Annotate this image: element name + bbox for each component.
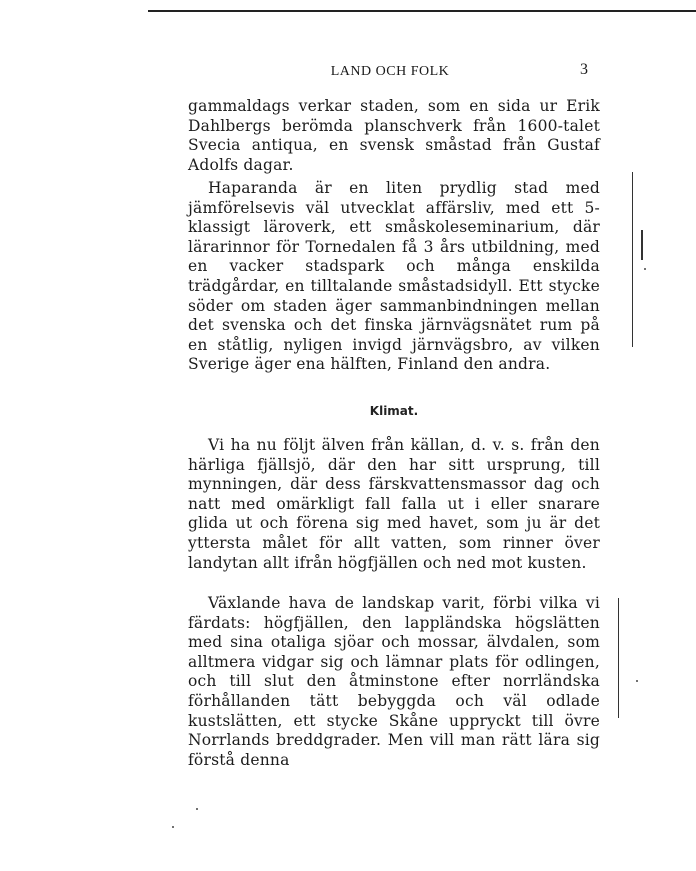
- page-number: 3: [580, 61, 588, 78]
- running-head: [0, 61, 696, 84]
- paper-speck: [172, 826, 174, 828]
- margin-pencil-mark: [632, 172, 633, 347]
- margin-pencil-mark: [618, 598, 619, 718]
- top-rule: [148, 10, 696, 12]
- margin-pencil-mark: [641, 230, 643, 260]
- section-heading: Klimat.: [369, 404, 419, 418]
- paragraph-1: gammaldags verkar staden, som en sida ur Erik Dahlbergs berömda planschverk från 1600-talet Svecia antiqua, en svensk småstad från Gustaf Adolfs dagar.: [188, 97, 600, 174]
- paragraph-2: Haparanda är en liten prydlig stad med jämförelsevis väl utvecklat affärsliv, med ett 5-klassigt läroverk, ett småskoleseminarium, där lärarinnor för Tornedalen få 3 års utbildning, med en vacker stadspark och många enskilda trädgårdar, en tilltalande småstadsidyll. Ett stycke söder om staden äger sammanbindningen mellan det svenska och det finska järnvägsnätet rum på en ståtlig, nyligen invigd järnvägsbro, av vilken Sverige äger ena hälften, Finland den andra.: [188, 179, 600, 374]
- paper-speck: [196, 808, 198, 810]
- paper-speck: [644, 268, 646, 270]
- paragraph-4: Växlande hava de landskap varit, förbi vilka vi färdats: högfjällen, den lappländska högslätten med sina otaliga sjöar och mossar, älvdalen, som alltmera vidgar sig och lämnar plats för odlingen, och till slut den åtminstone efter norrländska förhållanden tätt bebyggda och väl odlade kustslätten, ett stycke Skåne uppryckt till övre Norrlands breddgrader. Men vill man rätt lära sig förstå denna: [188, 594, 600, 769]
- running-title: LAND OCH FOLK: [330, 64, 450, 79]
- paragraph-3: Vi ha nu följt älven från källan, d. v. s. från den härliga fjällsjö, där den har sitt ursprung, till mynningen, där dess färskvattensmassor dag och natt med omärkligt fall falla ut i eller snarare glida ut och förena sig med havet, som ju är det yttersta målet för allt vatten, som rinner över landytan allt ifrån högfjällen och ned mot kusten.: [188, 436, 600, 572]
- paper-speck: [636, 680, 638, 682]
